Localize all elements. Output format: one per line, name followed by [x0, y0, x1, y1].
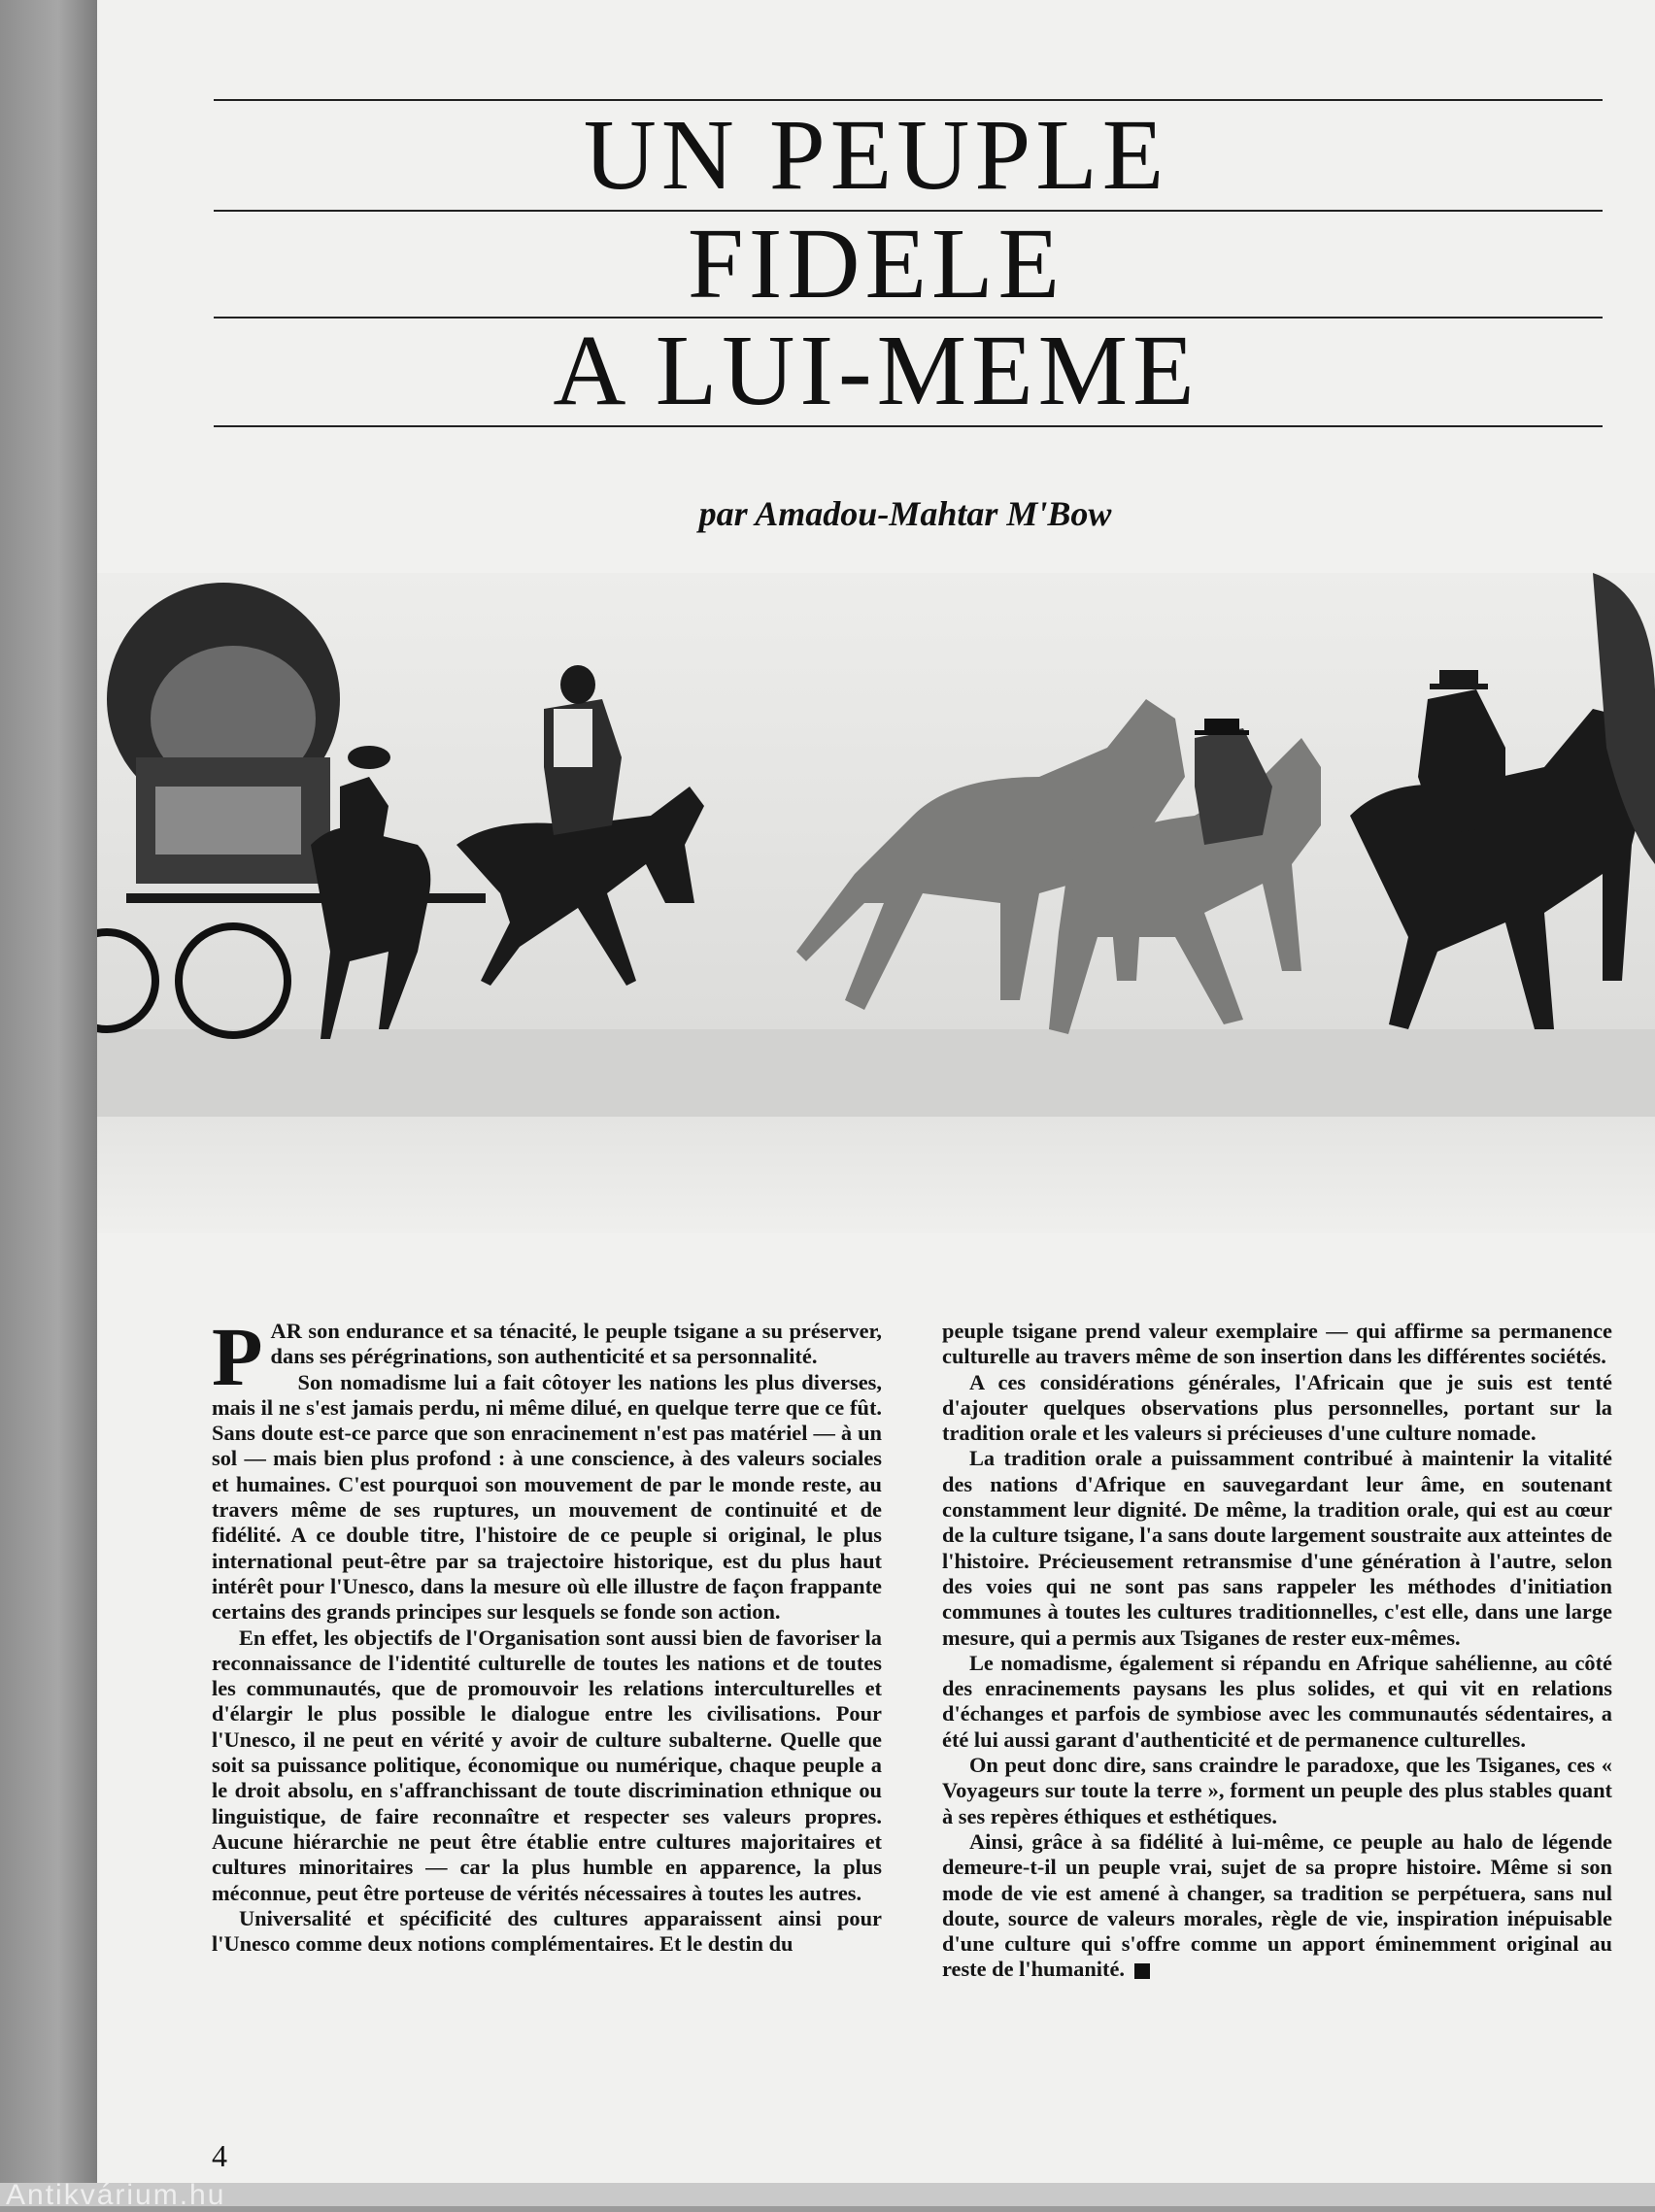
title-rule-4 [214, 425, 1603, 427]
title-line-1: UN PEUPLE [583, 99, 1169, 211]
lead-text: AR son endurance et sa ténacité, le peuple tsigane a su préserver, dans ses pérégrinations, son authenticité et sa personnalité. [270, 1319, 882, 1369]
paragraph: A ces considérations générales, l'Africain que je suis est tenté d'ajouter quelques observations plus personnelles, portant sur la tradition orale et les valeurs si précieuses d'une culture nomade. [942, 1369, 1612, 1446]
final-text: Ainsi, grâce à sa fidélité à lui-même, ce peuple au halo de légende demeure-t-il un peuple vrai, sujet de sa propre histoire. Même si son mode de vie est amené à changer, sa tradition se perpétuera, sans nul doute, source de valeurs morales, règle de vie, inspiration inépuisable d'une culture qui s'offre comme un apport éminemment original au reste de l'humanité. [942, 1828, 1612, 1982]
paragraph: Universalité et spécificité des cultures apparaissent ainsi pour l'Unesco comme deux notions complémentaires. Et le destin du [212, 1905, 882, 1957]
photo-caravan-horses-icon [97, 573, 1655, 1233]
text-column-1 [212, 1310, 882, 1957]
magazine-page [97, 0, 1655, 2206]
paragraph: Le nomadisme, également si répandu en Afrique sahélienne, au côté des enracinements paysans les plus solides, et qui vit en relations d'échanges et parfois de symbiose avec les communautés sédentaires, a été lui aussi garant d'authenticité et de permanence culturelles. [942, 1650, 1612, 1752]
watermark: Antikvárium.hu [6, 2179, 226, 2211]
title-line-3: A LUI-MEME [553, 315, 1199, 426]
paragraph-lead [212, 1310, 882, 1403]
paragraph: En effet, les objectifs de l'Organisation sont aussi bien de favoriser la reconnaissance de l'identité culturelle de toutes les nations et de toutes les communautés, que de promouvoir les relations interculturelles et d'élargir le plus possible le dialogue entre les civilisations. Pour l'Unesco, il ne peut en vérité y avoir de culture subalterne. Quelle que soit sa puissance politique, économique ou numérique, chaque peuple a le droit absolu, en s'affranchissant de toute discrimination ethnique ou linguistique, de faire reconnaître et respecter ses valeurs propres. Aucune hiérarchie ne peut être établie entre cultures majoritaires et cultures minoritaires — car la plus humble en apparence, la plus méconnue, peut être porteuse de vérités nécessaires à toutes les autres. [212, 1625, 882, 1905]
paragraph: peuple tsigane prend valeur exemplaire — qui affirme sa permanence culturelle au travers même de son insertion dans les différentes sociétés. [942, 1319, 1612, 1369]
paragraph: On peut donc dire, sans craindre le paradoxe, que les Tsiganes, ces « Voyageurs sur toute la terre », forment un peuple des plus stables quant à ses repères éthiques et esthétiques. [942, 1753, 1612, 1828]
page-spine [0, 0, 97, 2206]
paragraph-final [942, 1829, 1612, 1983]
text-column-2 [942, 1319, 1612, 1983]
end-mark-icon [1134, 1963, 1150, 1979]
page-number: 4 [212, 2138, 227, 2173]
paragraph: La tradition orale a puissamment contribué à maintenir la vitalité des nations d'Afrique en sauvegardant leur âme, en soutenant constamment leur dignité. De même, la tradition orale, qui est au cœur de la culture tsigane, l'a sans doute largement soustraite aux atteintes de l'histoire. Précieusement retransmise d'une génération à l'autre, selon des voies qui ne sont pas sans rappeler les méthodes d'initiation communes à toutes les cultures traditionnelles, c'est elle, dans une large mesure, qui a permis aux Tsiganes de rester eux-mêmes. [942, 1446, 1612, 1650]
drop-cap: P [212, 1310, 263, 1403]
scan-strip [0, 2183, 1655, 2206]
byline: par Amadou-Mahtar M'Bow [698, 494, 1112, 533]
paragraph: Son nomadisme lui a fait côtoyer les nations les plus diverses, mais il ne s'est jamais perdu, ni même dilué, en quelque terre que ce fût. Sans doute est-ce parce que son enracinement n'est pas matériel — à un sol — mais bien plus profond : à une conscience, à des valeurs sociales et humaines. C'est pourquoi son mouvement de par le monde reste, au travers même de ses ruptures, un mouvement de continuité et de fidélité. A ce double titre, l'histoire de ce peuple si original, le plus international peut-être par sa trajectoire historique, est du plus haut intérêt pour l'Unesco, dans la mesure où elle illustre de façon frappante certains des grands principes sur lesquels se fonde son action. [212, 1369, 882, 1625]
title-line-2: FIDELE [687, 208, 1065, 319]
